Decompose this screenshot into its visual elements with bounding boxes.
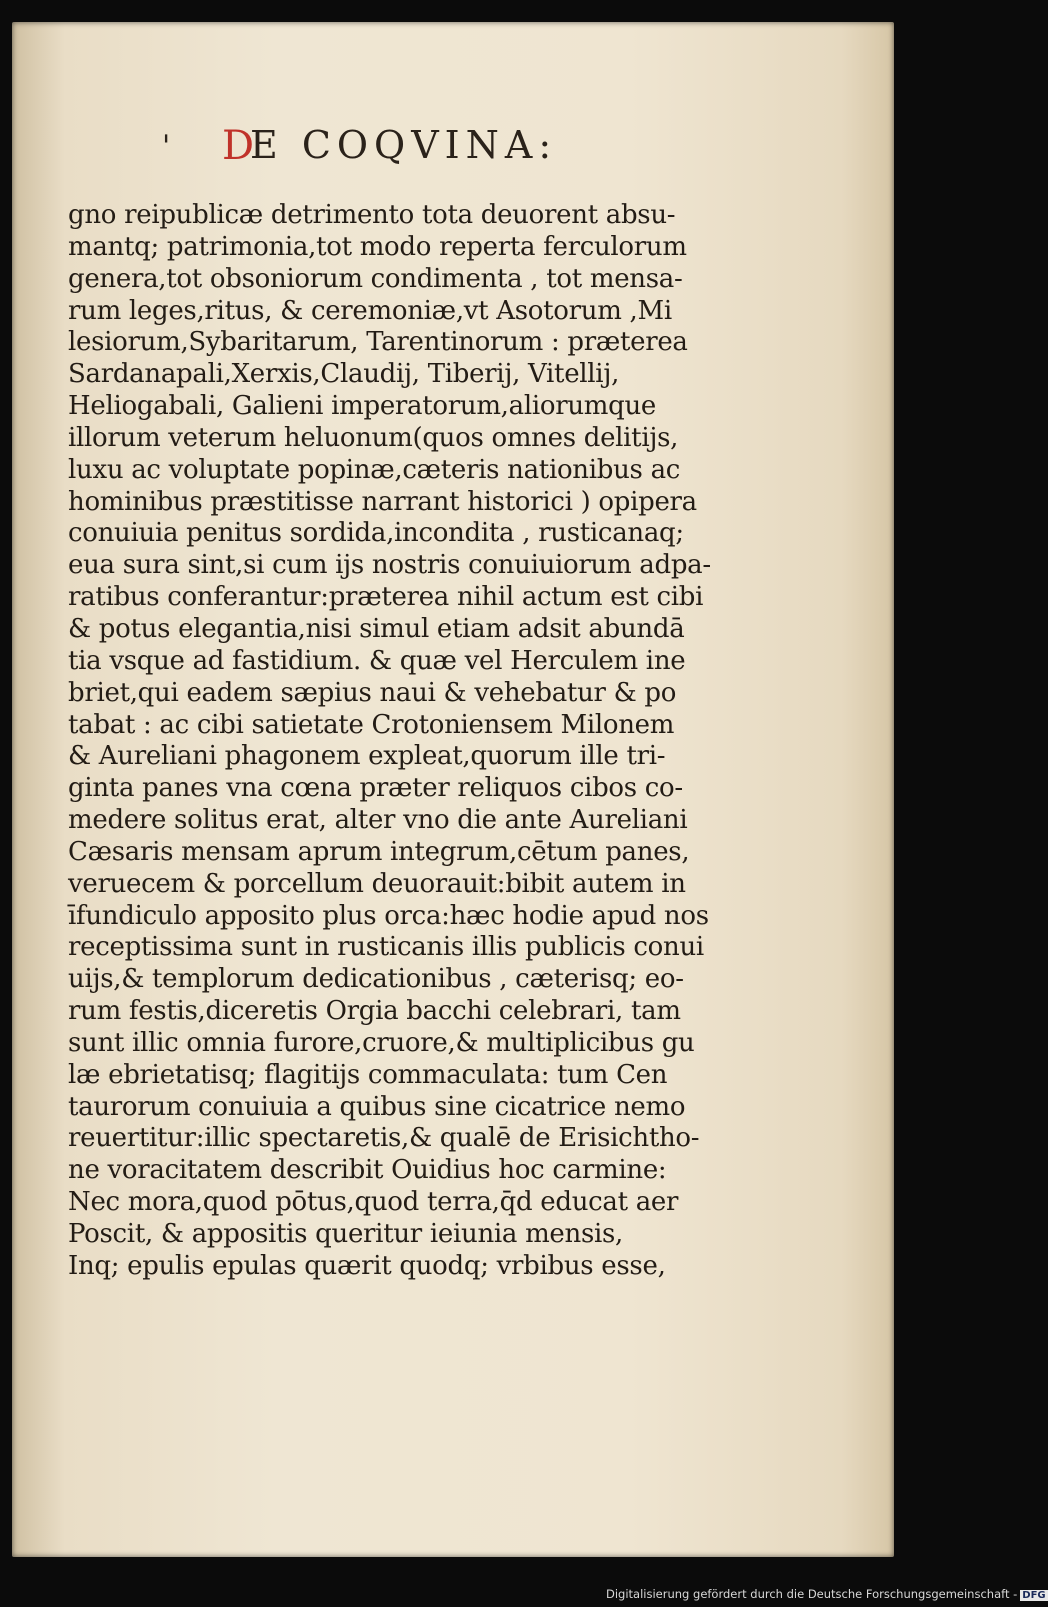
text-line: Poscit, & appositis queritur ieiunia mensis, [68, 1219, 624, 1249]
text-line: eua sura sint,si cum ijs nostris conuiuiorum adpa- [68, 550, 711, 581]
text-line: gno reipublicæ detrimento tota deuorent absu- [68, 200, 676, 230]
running-head-mark: ' [162, 129, 177, 164]
text-line: & potus elegantia,nisi simul etiam adsit abundā [68, 613, 685, 644]
text-line: Cæsaris mensam aprum integrum,cētum panes, [68, 836, 690, 867]
text-line: illorum veterum heluonum(quos omnes delitijs, [68, 422, 679, 453]
running-head-title: E COQVINA: [250, 123, 558, 167]
running-head-initial: D [222, 123, 261, 169]
text-line: īfundiculo apposito plus orca:hæc hodie apud nos [68, 900, 709, 931]
text-line: genera,tot obsoniorum condimenta , tot mensa- [68, 263, 683, 294]
text-line: ne voracitatem describit Ouidius hoc carmine: [68, 1155, 667, 1186]
text-line: sunt illic omnia furore,cruore,& multiplicibus gu [68, 1027, 695, 1058]
text-line: mantq; patrimonia,tot modo reperta ferculorum [68, 231, 687, 262]
text-line: læ ebrietatisq; flagitijs commaculata: tum Cen [68, 1059, 668, 1090]
text-line: rum festis,diceretis Orgia bacchi celebrari, tam [68, 996, 681, 1027]
text-line: ginta panes vna cœna præter reliquos cibos co- [68, 773, 683, 804]
text-line: hominibus præstitisse narrant historici ) opipera [68, 486, 697, 517]
text-line: receptissima sunt in rusticanis illis publicis conui [68, 932, 704, 963]
text-line: medere solitus erat, alter vno die ante Aureliani [68, 805, 688, 836]
text-line: & Aureliani phagonem expleat,quorum ille tri- [68, 741, 666, 772]
text-line: reuertitur:illic spectaretis,& qualē de Erisichtho- [68, 1123, 700, 1154]
running-head [162, 117, 662, 187]
text-line: veruecem & porcellum deuorauit:bibit autem in [68, 868, 686, 899]
text-line: briet,qui eadem sæpius naui & vehebatur & po [68, 677, 677, 708]
book-page [12, 22, 894, 1557]
text-line: luxu ac voluptate popinæ,cæteris nationibus ac [68, 454, 681, 485]
digitization-credit [606, 1587, 1046, 1605]
text-line: Heliogabali, Galieni imperatorum,aliorumque [68, 391, 657, 422]
credit-text: Digitalisierung gefördert durch die Deutsche Forschungsgemeinschaft - [606, 1587, 1018, 1601]
body-text [68, 200, 748, 1283]
text-line: Nec mora,quod pōtus,quod terra,q̄d educat aer [68, 1187, 679, 1218]
text-line: lesiorum,Sybaritarum, Tarentinorum : præterea [68, 327, 688, 358]
text-line: tia vsque ad fastidium. & quæ vel Herculem ine [68, 645, 686, 676]
text-line: uijs,& templorum dedicationibus , cæterisq; eo- [68, 964, 684, 995]
text-line: conuiuia penitus sordida,incondita , rusticanaq; [68, 518, 684, 549]
text-line: tabat : ac cibi satietate Crotoniensem Milonem [68, 709, 675, 740]
dfg-logo: DFG [1022, 1590, 1046, 1601]
text-line: Sardanapali,Xerxis,Claudij, Tiberij, Vitellij, [68, 359, 620, 390]
text-line: Inq; epulis epulas quærit quodq; vrbibus esse, [68, 1250, 666, 1281]
text-line: rum leges,ritus, & ceremoniæ,vt Asotorum ,Mi [68, 295, 672, 326]
text-line: taurorum conuiuia a quibus sine cicatrice nemo [68, 1091, 686, 1122]
text-line: ratibus conferantur:præterea nihil actum est cibi [68, 582, 704, 613]
